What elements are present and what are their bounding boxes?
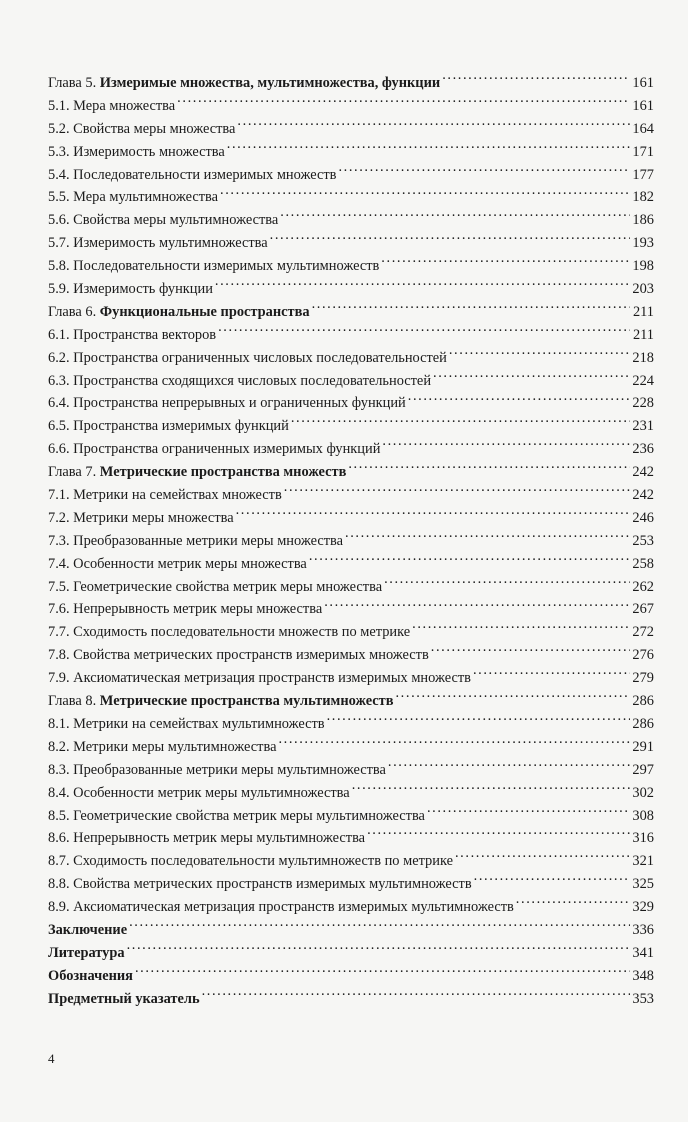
toc-page-number: 286 xyxy=(632,715,654,732)
toc-entry-row xyxy=(48,95,654,118)
toc-page-number: 171 xyxy=(632,143,654,160)
toc-page-number: 203 xyxy=(632,281,654,298)
toc-entry-title xyxy=(48,347,447,370)
chapter-prefix: Глава 5. xyxy=(48,75,100,91)
entry-title-text: 8.8. Свойства метрических пространств измеримых мультимножеств xyxy=(48,876,472,893)
entry-title-text: 7.9. Аксиоматическая метризация пространств измеримых множеств xyxy=(48,670,471,687)
entry-title-text: 6.2. Пространства ограниченных числовых последовательностей xyxy=(48,349,447,366)
toc-page-number: 258 xyxy=(632,555,654,572)
dot-leader xyxy=(408,393,630,407)
toc-entry-row xyxy=(48,141,654,164)
toc-entry-row xyxy=(48,576,654,599)
toc-page-number: 193 xyxy=(632,235,654,252)
toc-entry-title xyxy=(48,186,218,209)
toc-entry-title xyxy=(48,553,307,576)
toc-page-number: 246 xyxy=(632,509,654,526)
entry-title-text: 7.4. Особенности метрик меры множества xyxy=(48,555,307,572)
toc-page-number: 164 xyxy=(632,120,654,137)
toc-page-number: 211 xyxy=(632,326,654,343)
toc-page-number: 297 xyxy=(632,761,654,778)
toc-entry-row xyxy=(48,736,654,759)
toc-entry-row xyxy=(48,621,654,644)
toc-entry-title xyxy=(48,95,175,118)
toc-entry-title xyxy=(48,713,325,736)
entry-title-text: 8.1. Метрики на семействах мультимножеств xyxy=(48,715,325,732)
toc-page-number: 348 xyxy=(632,967,654,984)
toc-page-number: 325 xyxy=(632,876,654,893)
entry-title-text: 7.2. Метрики меры множества xyxy=(48,509,234,526)
entry-title-text: 5.7. Измеримость мультимножества xyxy=(48,235,268,252)
dot-leader xyxy=(312,302,630,316)
toc-page-number: 161 xyxy=(632,97,654,114)
toc-entry-title xyxy=(48,415,289,438)
toc-chapter-row xyxy=(48,301,654,324)
toc-entry-row xyxy=(48,484,654,507)
toc-entry-title xyxy=(48,530,343,553)
toc-page-number: 253 xyxy=(632,532,654,549)
toc-chapter-row xyxy=(48,690,654,713)
toc-entry-row xyxy=(48,598,654,621)
toc-entry-title xyxy=(48,827,365,850)
dot-leader xyxy=(338,164,630,178)
dot-leader xyxy=(236,508,630,522)
entry-title-text: 8.5. Геометрические свойства метрик меры мультимножества xyxy=(48,807,425,824)
entry-title-text: 6.6. Пространства ограниченных измеримых функций xyxy=(48,441,381,458)
dot-leader xyxy=(284,485,630,499)
dot-leader xyxy=(291,416,630,430)
toc-page-number: 336 xyxy=(632,921,654,938)
toc-chapter-row xyxy=(48,72,654,95)
toc-page-number: 228 xyxy=(632,395,654,412)
toc-entry-row xyxy=(48,164,654,187)
toc-page-number: 329 xyxy=(632,899,654,916)
toc-chapter-row xyxy=(48,461,654,484)
entry-title-text: 5.4. Последовательности измеримых множеств xyxy=(48,166,337,183)
toc-entry-row xyxy=(48,667,654,690)
toc-entry-row xyxy=(48,827,654,850)
entry-title-text: 8.2. Метрики меры мультимножества xyxy=(48,738,277,755)
toc-page-number: 242 xyxy=(632,487,654,504)
toc-page-number: 276 xyxy=(632,647,654,664)
chapter-prefix: Глава 7. xyxy=(48,464,100,481)
toc-entry-title xyxy=(48,118,235,141)
entry-title-text: 5.2. Свойства меры множества xyxy=(48,120,236,137)
dot-leader xyxy=(381,256,630,270)
toc-entry-row xyxy=(48,186,654,209)
entry-title-text: 5.3. Измеримость множества xyxy=(48,143,225,160)
dot-leader xyxy=(135,965,630,979)
toc-page-number: 186 xyxy=(632,212,654,229)
dot-leader xyxy=(442,73,630,87)
entry-title-text: 5.5. Мера мультимножества xyxy=(48,189,219,206)
dot-leader xyxy=(455,851,630,865)
toc-page-number: 198 xyxy=(632,258,654,275)
toc-entry-row xyxy=(48,896,654,919)
toc-entry-title xyxy=(48,621,410,644)
chapter-prefix: Глава 6. xyxy=(48,303,100,320)
dot-leader xyxy=(177,96,630,110)
dot-leader xyxy=(324,599,630,613)
toc-page-number: 316 xyxy=(632,830,654,847)
toc-entry-row xyxy=(48,255,654,278)
toc-entry-title xyxy=(48,896,514,919)
toc-page-number: 272 xyxy=(632,624,654,641)
toc-entry-title xyxy=(48,461,346,484)
dot-leader xyxy=(129,920,630,934)
toc-page-number: 267 xyxy=(632,601,654,618)
toc-page-number: 177 xyxy=(632,166,654,183)
toc-page-number: 302 xyxy=(632,784,654,801)
toc-entry-title xyxy=(48,644,429,667)
dot-leader xyxy=(431,645,630,659)
toc-entry-row xyxy=(48,370,654,393)
toc-entry-row xyxy=(48,209,654,232)
toc-entry-title xyxy=(48,782,350,805)
entry-title-text: Литература xyxy=(48,944,125,961)
toc-entry-row xyxy=(48,415,654,438)
toc-page-number: 211 xyxy=(632,303,654,320)
entry-title-text: 6.5. Пространства измеримых функций xyxy=(48,418,289,435)
toc-page-number: 321 xyxy=(632,853,654,870)
toc-entry-title xyxy=(48,438,380,461)
toc-entry-title xyxy=(48,598,322,621)
entry-title-text: 8.7. Сходимость последовательности мультимножеств по метрике xyxy=(48,853,453,870)
dot-leader xyxy=(412,622,630,636)
toc-page-number: 236 xyxy=(632,441,654,458)
toc-entry-row xyxy=(48,553,654,576)
entry-title-text: Функциональные пространства xyxy=(99,303,310,320)
toc-entry-row xyxy=(48,965,654,988)
entry-title-text: Обозначения xyxy=(48,967,133,984)
toc-entry-title xyxy=(48,164,336,187)
dot-leader xyxy=(516,897,630,911)
entry-title-text: Предметный указатель xyxy=(48,990,200,1007)
dot-leader xyxy=(227,141,630,155)
toc-entry-title xyxy=(48,324,216,347)
toc-entry-row xyxy=(48,988,654,1011)
toc-entry-title xyxy=(48,759,386,782)
toc-entry-row xyxy=(48,530,654,553)
dot-leader xyxy=(388,759,630,773)
entry-title-text: 5.8. Последовательности измеримых мультимножеств xyxy=(48,258,380,275)
toc-entry-row xyxy=(48,232,654,255)
entry-title-text: 5.1. Мера множества xyxy=(48,97,176,114)
entry-title-text: Измеримые множества, мультимножества, функции xyxy=(99,75,441,91)
entry-title-text: 7.1. Метрики на семействах множеств xyxy=(48,487,282,504)
toc-entry-row xyxy=(48,507,654,530)
toc-page-number: 308 xyxy=(632,807,654,824)
dot-leader xyxy=(237,118,630,132)
toc-entry-title xyxy=(48,736,276,759)
entry-title-text: 6.4. Пространства непрерывных и ограниченных функций xyxy=(48,395,406,412)
toc-entry-row xyxy=(48,850,654,873)
entry-title-text: 7.8. Свойства метрических пространств измеримых множеств xyxy=(48,647,429,664)
toc-page-number: 291 xyxy=(632,738,654,755)
toc-entry-title xyxy=(48,690,393,713)
toc-entry-row xyxy=(48,713,654,736)
toc-entry-title xyxy=(48,301,310,324)
dot-leader xyxy=(474,874,630,888)
dot-leader xyxy=(384,576,630,590)
entry-title-text: Заключение xyxy=(48,921,128,938)
entry-title-text: 6.3. Пространства сходящихся числовых последовательностей xyxy=(48,372,432,389)
toc-entry-title xyxy=(48,965,133,988)
toc-entry-title xyxy=(48,370,431,393)
dot-leader xyxy=(427,805,630,819)
entry-title-text: 8.6. Непрерывность метрик меры мультимножества xyxy=(48,830,366,847)
dot-leader xyxy=(309,553,630,567)
toc-entry-title xyxy=(48,988,200,1011)
entry-title-text: 6.1. Пространства векторов xyxy=(48,326,217,343)
toc-entry-title xyxy=(48,141,225,164)
toc-entry-title xyxy=(48,484,282,507)
toc-entry-row xyxy=(48,392,654,415)
toc-entry-title xyxy=(48,507,234,530)
toc-entry-row xyxy=(48,782,654,805)
entry-title-text: 8.9. Аксиоматическая метризация пространств измеримых мультимножеств xyxy=(48,899,514,916)
entry-title-text: 7.3. Преобразованные метрики меры множества xyxy=(48,532,344,549)
toc-entry-row xyxy=(48,942,654,965)
dot-leader xyxy=(202,988,630,1002)
entry-title-text: 5.6. Свойства меры мультимножества xyxy=(48,212,279,229)
chapter-prefix: Глава 8. xyxy=(48,693,100,710)
entry-title-text: 7.6. Непрерывность метрик меры множества xyxy=(48,601,323,618)
entry-title-text: 7.7. Сходимость последовательности множеств по метрике xyxy=(48,624,411,641)
entry-title-text: 8.3. Преобразованные метрики меры мультимножества xyxy=(48,761,386,778)
dot-leader xyxy=(367,828,630,842)
toc-entry-row xyxy=(48,873,654,896)
toc-entry-title xyxy=(48,232,268,255)
page-number: 4 xyxy=(48,1051,55,1066)
toc-entry-row xyxy=(48,278,654,301)
toc-page-number: 224 xyxy=(632,372,654,389)
toc-entry-title xyxy=(48,576,382,599)
toc-entry-title xyxy=(48,919,127,942)
entry-title-text: Метрические пространства мультимножеств xyxy=(99,693,394,710)
toc-page-number: 353 xyxy=(632,990,654,1007)
toc-entry-row xyxy=(48,644,654,667)
dot-leader xyxy=(449,347,630,361)
toc-entry-title xyxy=(48,850,453,873)
toc-page-number: 341 xyxy=(632,944,654,961)
dot-leader xyxy=(382,439,630,453)
toc-entry-row xyxy=(48,919,654,942)
dot-leader xyxy=(473,668,630,682)
toc-entry-row xyxy=(48,805,654,828)
toc-page-number: 218 xyxy=(632,349,654,366)
dot-leader xyxy=(220,187,630,201)
entry-title-text: Метрические пространства множеств xyxy=(99,464,347,481)
toc-entry-title xyxy=(48,209,278,232)
dot-leader xyxy=(278,736,630,750)
dot-leader xyxy=(433,370,630,384)
dot-leader xyxy=(395,691,630,705)
toc-entry-title xyxy=(48,667,471,690)
toc-entry-title xyxy=(48,873,472,896)
toc-page-number: 279 xyxy=(632,670,654,687)
toc-entry-title xyxy=(48,942,125,965)
toc-entry-title xyxy=(48,278,213,301)
toc-page-number: 182 xyxy=(632,189,654,206)
toc-page-number: 286 xyxy=(632,693,654,710)
dot-leader xyxy=(127,942,630,956)
dot-leader xyxy=(352,782,630,796)
toc-entry-row xyxy=(48,759,654,782)
toc-page-number: 262 xyxy=(632,578,654,595)
dot-leader xyxy=(218,324,630,338)
entry-title-text: 8.4. Особенности метрик меры мультимножества xyxy=(48,784,350,801)
toc-entry-title xyxy=(48,805,425,828)
toc-entry-row xyxy=(48,438,654,461)
toc-page-number: 242 xyxy=(632,464,654,481)
toc-entry-row xyxy=(48,324,654,347)
dot-leader xyxy=(348,462,630,476)
toc-entry-title xyxy=(48,392,406,415)
dot-leader xyxy=(345,530,630,544)
table-of-contents xyxy=(48,72,654,1011)
dot-leader xyxy=(215,279,630,293)
toc-entry-title xyxy=(48,72,440,95)
toc-page-number: 161 xyxy=(632,75,654,91)
entry-title-text: 7.5. Геометрические свойства метрик меры множества xyxy=(48,578,383,595)
dot-leader xyxy=(270,233,630,247)
entry-title-text: 5.9. Измеримость функции xyxy=(48,281,213,298)
toc-entry-row xyxy=(48,118,654,141)
toc-entry-title xyxy=(48,255,379,278)
dot-leader xyxy=(327,714,630,728)
dot-leader xyxy=(280,210,630,224)
toc-page-number: 231 xyxy=(632,418,654,435)
toc-entry-row xyxy=(48,347,654,370)
